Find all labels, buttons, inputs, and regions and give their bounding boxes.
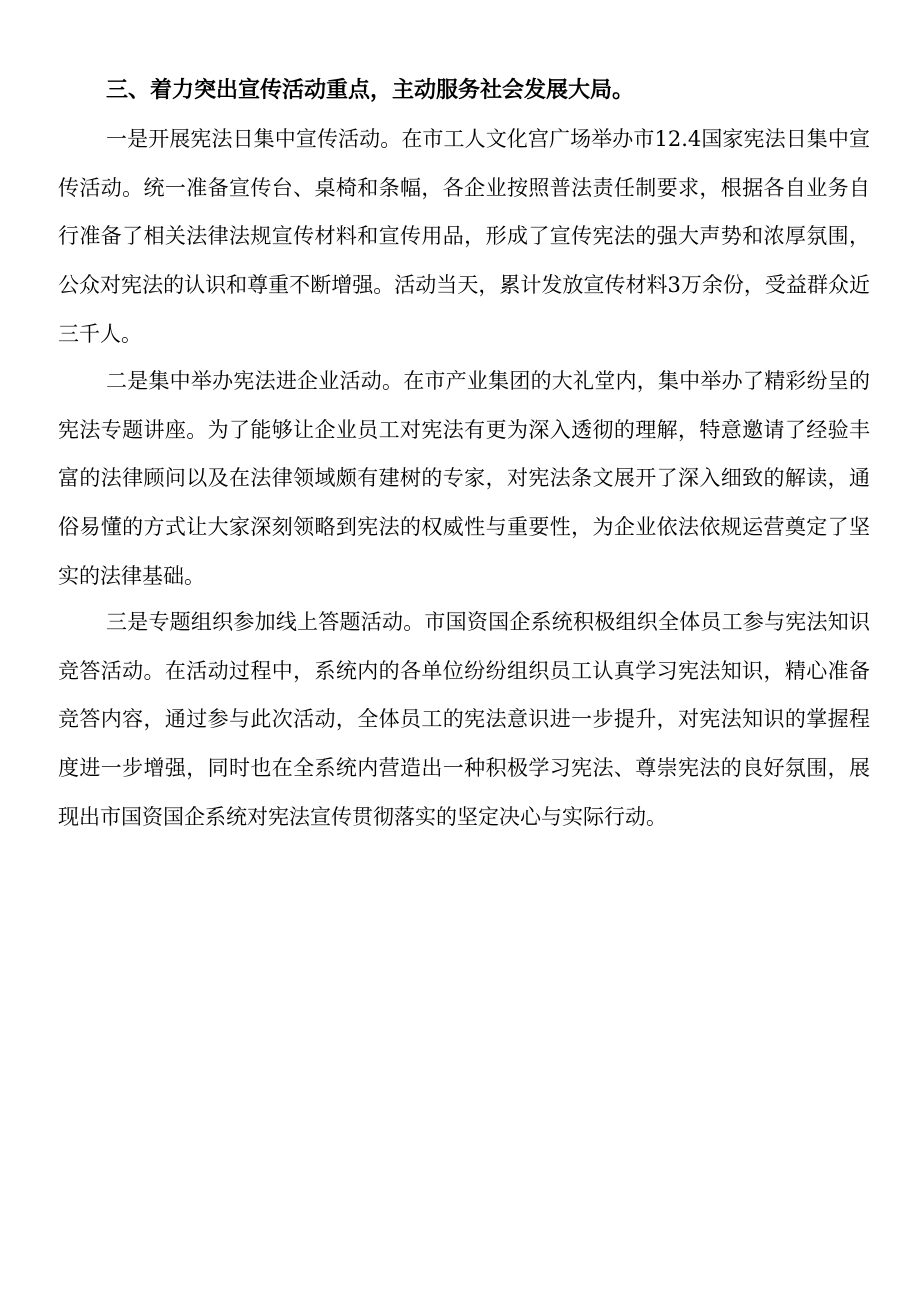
section-heading: 三、着力突出宣传活动重点，主动服务社会发展大局。	[106, 78, 635, 103]
paragraph-constitution-enterprise: 二是集中举办宪法进企业活动。在市产业集团的大礼堂内，集中举办了精彩纷呈的宪法专题讲座。为了能够让企业员工对宪法有更为深入透彻的理解，特意邀请了经验丰富的法律顾问以及在法律领域颇有建树的专家，对宪法条文展开了深入细致的解读，通俗易懂的方式让大家深刻领略到宪法的权威性与重要性，为企业依法依规运营奠定了坚实的法律基础。	[58, 369, 870, 588]
paragraph-online-quiz: 三是专题组织参加线上答题活动。市国资国企系统积极组织全体员工参与宪法知识竞答活动。在活动过程中，系统内的各单位纷纷组织员工认真学习宪法知识，精心准备竞答内容，通过参与此次活动，全体员工的宪法意识进一步提升，对宪法知识的掌握程度进一步增强，同时也在全系统内营造出一种积极学习宪法、尊崇宪法的良好氛围，展现出市国资国企系统对宪法宣传贯彻落实的坚定决心与实际行动。	[58, 610, 870, 829]
paragraph-constitution-day: 一是开展宪法日集中宣传活动。在市工人文化宫广场举办市12.4国家宪法日集中宣传活动。统一准备宣传台、桌椅和条幅，各企业按照普法责任制要求，根据各自业务自行准备了相关法律法规宣传材料和宣传用品，形成了宣传宪法的强大声势和浓厚氛围，公众对宪法的认识和尊重不断增强。活动当天，累计发放宣传材料3万余份，受益群众近三千人。	[58, 127, 870, 346]
